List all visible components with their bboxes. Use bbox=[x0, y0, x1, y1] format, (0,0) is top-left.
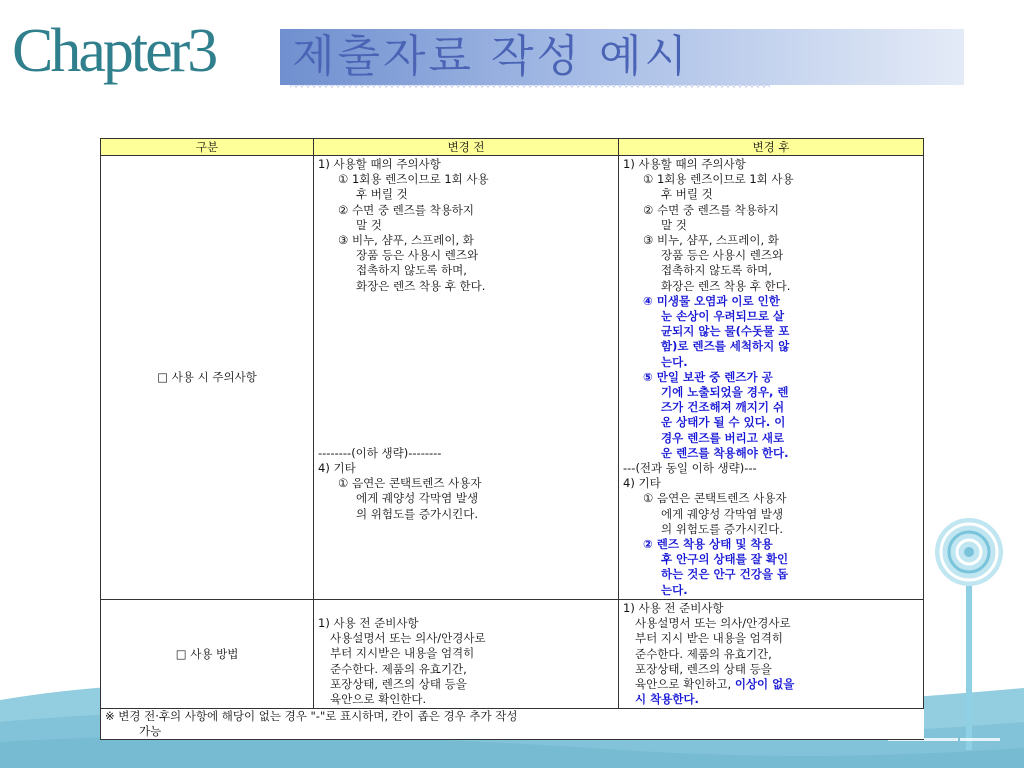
text-line: 후 버릴 것 bbox=[661, 187, 713, 202]
added-text-line: 기에 노출되었을 경우, 렌 bbox=[661, 385, 789, 400]
after-cell-precautions bbox=[619, 156, 924, 600]
text-line: ③ 비누, 샴푸, 스프레이, 화 bbox=[643, 233, 779, 248]
text-line: 부터 지시받은 내용을 엄격히 bbox=[330, 646, 475, 661]
text-segment: 육안으로 확인하고, bbox=[635, 676, 735, 691]
text-line: 사용설명서 또는 의사/안경사로 bbox=[330, 631, 486, 646]
before-cell-precautions bbox=[314, 156, 619, 600]
table-row bbox=[101, 156, 924, 600]
header-before-change: 변경 전 bbox=[314, 139, 619, 156]
added-text-line: 하는 것은 안구 건강을 돕 bbox=[661, 567, 789, 582]
added-text-line: 눈 손상이 우려되므로 살 bbox=[661, 309, 785, 324]
added-text-segment: 이상이 없을 bbox=[734, 676, 795, 691]
omission-line: --------(이하 생략)-------- bbox=[318, 445, 442, 460]
text-line: 접촉하지 않도록 하며, bbox=[661, 263, 772, 278]
header-after-change: 변경 후 bbox=[619, 139, 924, 156]
added-text-line: 운 렌즈를 착용해야 한다. bbox=[661, 445, 789, 460]
text-line: ③ 비누, 샴푸, 스프레이, 화 bbox=[338, 233, 474, 248]
added-text-line: ④ 미생물 오염과 이로 인한 bbox=[643, 293, 780, 308]
title-wave-underline bbox=[290, 82, 770, 88]
text-line: 의 위험도를 증가시킨다. bbox=[356, 506, 479, 521]
text-line: 에게 궤양성 각막염 발생 bbox=[661, 506, 784, 521]
text-line: 사용설명서 또는 의사/안경사로 bbox=[635, 616, 791, 631]
added-text-line: 는다. bbox=[661, 354, 688, 369]
after-cell-usage bbox=[619, 599, 924, 708]
text-line: 화장은 렌즈 착용 후 한다. bbox=[356, 278, 486, 293]
text-line: 의 위험도를 증가시킨다. bbox=[661, 521, 784, 536]
added-text-line: 즈가 건조해져 깨지기 쉬 bbox=[661, 400, 785, 415]
text-line: ① 음연은 콘택트렌즈 사용자 bbox=[338, 476, 482, 491]
category-cell-usage: □ 사용 방법 bbox=[101, 599, 314, 708]
text-line: 화장은 렌즈 착용 후 한다. bbox=[661, 278, 791, 293]
added-text-line: 는다. bbox=[661, 582, 688, 597]
blank-space bbox=[318, 294, 614, 446]
text-line: 후 버릴 것 bbox=[356, 187, 408, 202]
added-text-line: 균되지 않는 물(수돗물 포 bbox=[661, 324, 790, 339]
slide-title: 제출자료 작성 예시 bbox=[292, 31, 691, 82]
blank-space bbox=[318, 601, 614, 616]
text-line: 준수한다. 제품의 유효기간, bbox=[635, 646, 772, 661]
text-line: 4) 기타 bbox=[623, 476, 661, 491]
text-line: 부터 지시 받은 내용을 엄격히 bbox=[635, 631, 783, 646]
before-cell-usage bbox=[314, 599, 619, 708]
added-text-line: ⑤ 만일 보관 중 렌즈가 공 bbox=[643, 369, 773, 384]
text-line: 포장상태, 렌즈의 상태 등을 bbox=[635, 661, 772, 676]
added-text-line: 운 상태가 될 수 있다. 이 bbox=[661, 415, 786, 430]
text-line: 접촉하지 않도록 하며, bbox=[356, 263, 467, 278]
text-line: 에게 궤양성 각막염 발생 bbox=[356, 491, 479, 506]
added-text-line: 후 안구의 상태를 잘 확인 bbox=[661, 552, 789, 567]
footnote-line: 가능 bbox=[139, 724, 162, 739]
table-row bbox=[101, 599, 924, 708]
submission-example-table bbox=[100, 138, 924, 740]
added-text-line: 시 착용한다. bbox=[635, 692, 699, 707]
text-line: 육안으로 확인한다. bbox=[330, 691, 427, 706]
category-cell-precautions: □ 사용 시 주의사항 bbox=[101, 156, 314, 600]
added-text-line: 함)로 렌즈를 세척하지 않 bbox=[661, 339, 790, 354]
text-line: 4) 기타 bbox=[318, 461, 356, 476]
text-line: 1) 사용 전 준비사항 bbox=[623, 600, 724, 615]
added-text-line: 경우 렌즈를 버리고 새로 bbox=[661, 430, 785, 445]
text-line: 1) 사용할 때의 주의사항 bbox=[318, 157, 441, 171]
text-line: ① 음연은 콘택트렌즈 사용자 bbox=[643, 491, 787, 506]
text-line: 장품 등은 사용시 렌즈와 bbox=[356, 248, 479, 263]
note-row bbox=[101, 709, 924, 740]
text-line: 말 것 bbox=[661, 217, 687, 232]
added-text-line: ② 렌즈 착용 상태 및 착용 bbox=[643, 537, 773, 552]
footnote-line: ※ 변경 전·후의 사항에 해당이 없는 경우 "-"로 표시하며, 칸이 좁은 경우 추가 작성 bbox=[105, 709, 518, 724]
header-category: 구분 bbox=[101, 139, 314, 156]
table-header-row bbox=[101, 139, 924, 156]
text-line: ① 1회용 렌즈이므로 1회 사용 bbox=[338, 172, 489, 187]
footnote-cell bbox=[101, 709, 924, 740]
text-line: 1) 사용 전 준비사항 bbox=[318, 615, 419, 630]
text-line: 말 것 bbox=[356, 217, 382, 232]
text-line bbox=[623, 677, 919, 692]
text-line: 장품 등은 사용시 렌즈와 bbox=[661, 248, 784, 263]
text-line: ① 1회용 렌즈이므로 1회 사용 bbox=[643, 172, 794, 187]
text-line: 포장상태, 렌즈의 상태 등을 bbox=[330, 676, 467, 691]
text-line: ② 수면 중 렌즈를 착용하지 bbox=[338, 202, 475, 217]
text-line: 준수한다. 제품의 유효기간, bbox=[330, 661, 467, 676]
chapter-label: Chapter3 bbox=[12, 17, 216, 85]
omission-line: ---(전과 동일 이하 생략)--- bbox=[623, 461, 757, 476]
text-line: ② 수면 중 렌즈를 착용하지 bbox=[643, 202, 780, 217]
text-line: 1) 사용할 때의 주의사항 bbox=[623, 157, 746, 171]
